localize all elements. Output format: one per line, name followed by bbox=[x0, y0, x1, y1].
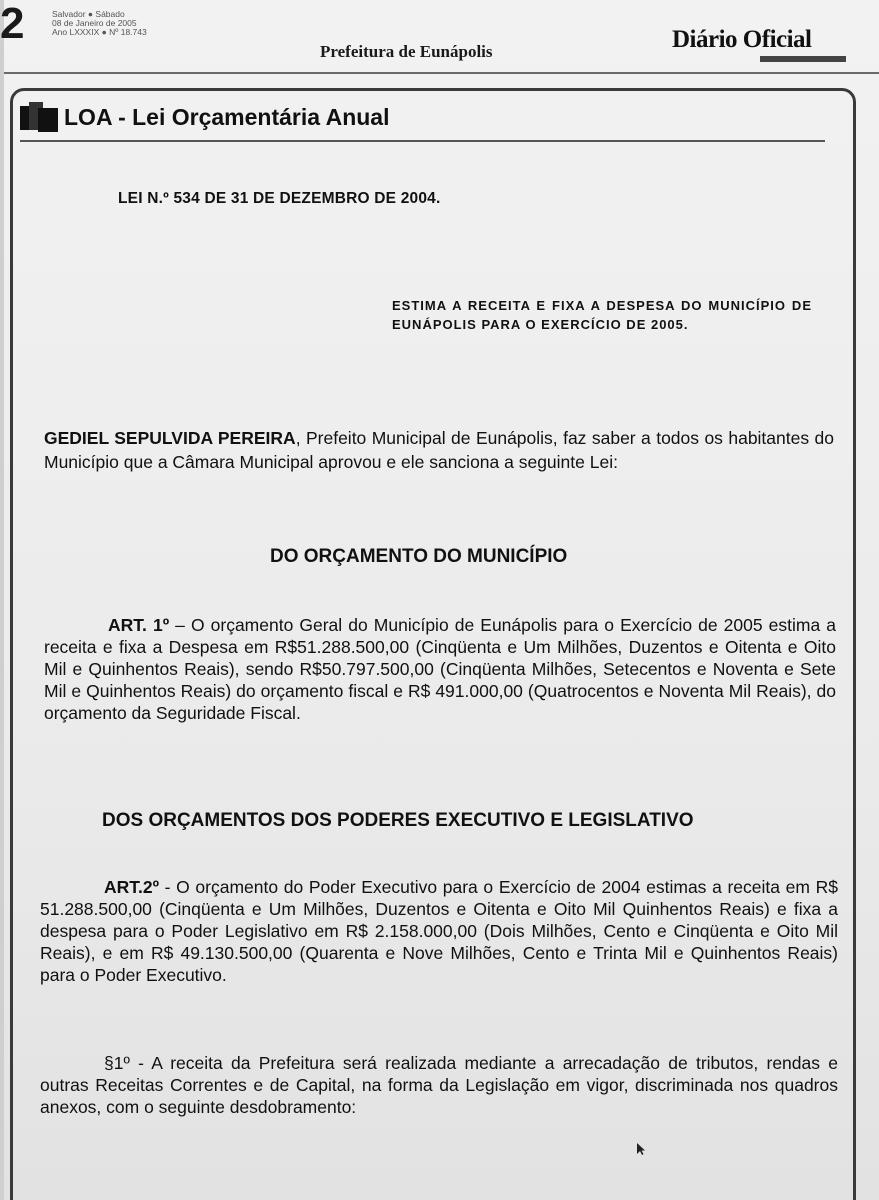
law-ementa: ESTIMA A RECEITA E FIXA A DESPESA DO MUNICÍPIO DE EUNÁPOLIS PARA O EXERCÍCIO DE 2005. bbox=[392, 298, 812, 332]
article-text: – O orçamento Geral do Município de Eunápolis para o Exercício de 2005 estima a receita e fixa a Despesa em R$51.288.500,00 (Cinqüenta e Um Milhões, Duzentos e Oitenta e Oito Mil e Quinhentos Reais), sendo R$50.797.500,00 (Cinqüenta Milhões, Setecentos e Noventa e Sete Mil e Quinhentos Reais) do orçamento fiscal e R$ 491.000,00 (Quatrocentos e Noventa Mil Reais), do orçamento da Seguridade Fiscal. bbox=[44, 615, 837, 723]
issue-meta bbox=[52, 10, 147, 37]
article-label: ART.2º bbox=[104, 877, 160, 897]
page-number: 2 bbox=[0, 0, 25, 48]
preamble-text: , Prefeito Municipal de Eunápolis, faz saber a todos os habitantes do Município que a Câmara Municipal aprovou e ele sanciona a seguinte Lei: bbox=[44, 428, 834, 472]
article-1 bbox=[44, 614, 836, 724]
issue-date-line: Salvador ● Sábado bbox=[52, 9, 125, 19]
section-title: LOA - Lei Orçamentária Anual bbox=[64, 104, 390, 130]
chapter-heading: DOS ORÇAMENTOS DOS PODERES EXECUTIVO E LEGISLATIVO bbox=[102, 810, 694, 831]
mayor-name: GEDIEL SEPULVIDA PEREIRA bbox=[44, 428, 296, 448]
paragraph-label: §1º bbox=[104, 1053, 130, 1073]
article-2 bbox=[40, 876, 838, 986]
stacked-pages-icon bbox=[20, 100, 60, 134]
section-header bbox=[20, 98, 850, 138]
cursor-icon bbox=[636, 1142, 646, 1156]
issue-number-line: Ano LXXXIX ● Nº 18.743 bbox=[52, 27, 147, 37]
page-edge bbox=[0, 0, 4, 1200]
chapter-heading: DO ORÇAMENTO DO MUNICÍPIO bbox=[270, 546, 568, 567]
paragraph-1 bbox=[40, 1052, 838, 1118]
section-rule bbox=[20, 140, 825, 142]
issue-date-line: 08 de Janeiro de 2005 bbox=[52, 18, 137, 28]
logo-underbar bbox=[760, 56, 846, 62]
preamble-paragraph bbox=[44, 426, 834, 474]
header-rule bbox=[4, 72, 879, 74]
article-label: ART. 1º bbox=[108, 615, 170, 635]
city-header: Prefeitura de Eunápolis bbox=[320, 42, 493, 61]
article-text: - O orçamento do Poder Executivo para o Exercício de 2004 estimas a receita em R$ 51.288.500,00 (Cinqüenta e Um Milhões, Duzentos e Oitenta e Oito Mil Quinhentos Reais) e fixa a despesa para o Poder Legislativo em R$ 2.158.000,00 (Dois Milhões, Cento e Cinqüenta e Oito Mil Reais), e em R$ 49.130.500,00 (Quarenta e Nove Milhões, Cento e Trinta Mil e Quinhentos Reais) para o Poder Executivo. bbox=[40, 877, 838, 985]
publication-logo: Diário Oficial bbox=[672, 26, 812, 53]
law-number: LEI N.º 534 DE 31 DE DEZEMBRO DE 2004. bbox=[118, 190, 441, 207]
paragraph-text: - A receita da Prefeitura será realizada mediante a arrecadação de tributos, rendas e outras Receitas Correntes e de Capital, na forma da Legislação em vigor, discriminada nos quadros anexos, com o seguinte desdobramento: bbox=[40, 1053, 838, 1117]
